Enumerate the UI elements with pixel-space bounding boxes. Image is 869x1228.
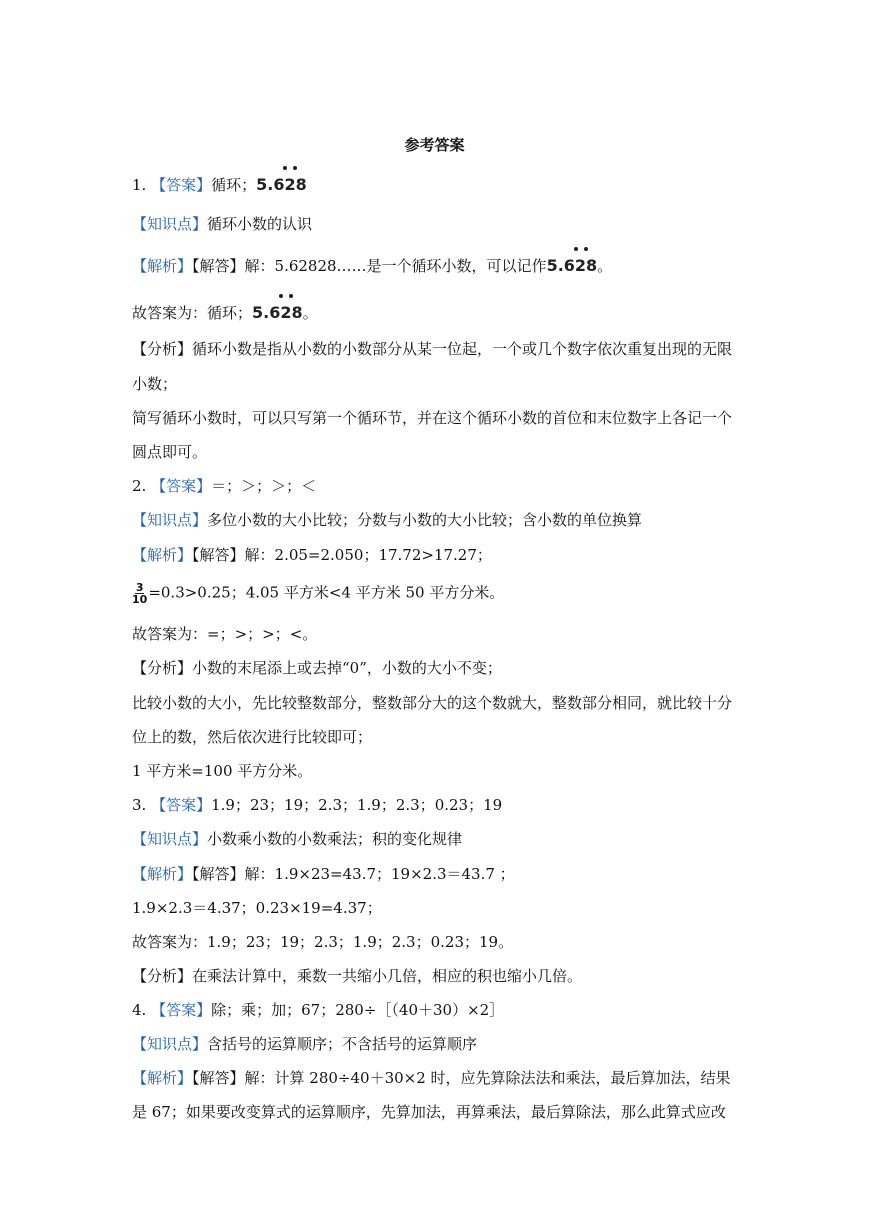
q1-answer-line [132,175,307,195]
q1-knowledge-line [132,214,312,234]
analysis-tag: 【解析】 [132,865,193,883]
question-number: 3. [132,796,147,814]
page-title: 参考答案 [404,136,465,154]
q2-knowledge-line: 【知识点】多位小数的大小比较；分数与小数的大小比较；含小数的单位换算 [132,511,643,529]
q2-fenxi-4: 1 平方米=100 平方分米。 [132,762,313,780]
q1-solution: 解：5.62828……是一个循环小数，可以记作 [244,257,547,275]
question-number: 1. [132,176,147,194]
q4-knowledge-line: 【知识点】含括号的运算顺序；不含括号的运算顺序 [132,1035,478,1053]
q2-solution-line: 【解析】【解答】解：2.05=2.050；17.72>17.27； [132,546,492,564]
q1-fenxi-3: 简写循环小数时，可以只写第一个循环节，并在这个循环小数的首位和末位数字上各记一个 [132,409,733,427]
q1-solution-line: 【解析】【解答】解：5.62828……是一个循环小数，可以记作 5.628。 [132,256,612,276]
q3-knowledge-line: 【知识点】小数乘小数的小数乘法；积的变化规律 [132,830,463,848]
fenxi-tag: 【分析】 [132,340,193,358]
knowledge-tag: 【知识点】 [132,830,208,848]
q1-fenxi-2: 小数； [132,375,178,393]
q4-answer-line: 4. 【答案】除；乘；加；67；280÷［（40＋30）×2］ [132,1001,505,1019]
q3-answer-line: 3. 【答案】1.9；23；19；2.3；1.9；2.3；0.23；19 [132,796,503,814]
answer-tag: 【答案】 [151,477,212,495]
q2-answer-line [132,476,316,496]
q3-fenxi-line: 【分析】在乘法计算中，乘数一共缩小几倍，相应的积也缩小几倍。 [132,967,583,985]
knowledge-tag: 【知识点】 [132,511,208,529]
q1-fenxi-line: 【分析】循环小数是指从小数的小数部分从某一位起，一个或几个数字依次重复出现的无限 [132,340,733,358]
q2-fenxi-3: 位上的数，然后依次进行比较即可； [132,728,373,746]
knowledge-tag: 【知识点】 [132,215,208,233]
knowledge-tag: 【知识点】 [132,1035,208,1053]
q3-final: 故答案为：1.9；23；19；2.3；1.9；2.3；0.23；19。 [132,933,514,951]
q2-answer: ＝；＞；＞；＜ [211,477,317,495]
solution-tag: 【解答】 [192,257,245,275]
analysis-tag: 【解析】 [132,546,193,564]
answer-tag: 【答案】 [151,796,212,814]
q2-fenxi-2: 比较小数的大小，先比较整数部分，整数部分大的这个数就大，整数部分相同，就比较十分 [132,694,733,712]
q1-final-line: 故答案为：循环； 5.628。 [132,303,318,323]
q1-fenxi-4: 圆点即可。 [132,443,208,461]
fraction: $\frac{3}{10}$ [132,581,148,606]
repeating-decimal: 5.628 [547,256,598,276]
q1-final: 故答案为：循环； [132,304,253,322]
q1-answer: 循环； [211,176,257,194]
answer-tag: 【答案】 [151,1001,212,1019]
repeating-decimal: 5.628 [256,175,307,195]
repeating-decimal: 5.628 [252,303,303,323]
question-number: 2. [132,477,147,495]
q1-knowledge: 循环小数的认识 [207,215,313,233]
q3-solution-2: 1.9×2.3＝4.37；0.23×19=4.37； [132,899,382,917]
q4-solution-2: 是 67；如果要改变算式的运算顺序，先算加法，再算乘法，最后算除法，那么此算式应改 [132,1103,726,1121]
q3-solution-line: 【解析】【解答】解：1.9×23=43.7；19×2.3＝43.7 ； [132,865,515,883]
q2-solution-line-2: $\frac{3}{10}$ =0.3>0.25；4.05 平方米<4 平方米 50 平方分米。 [132,581,505,606]
q2-final: 故答案为：=；>；>；<。 [132,625,318,643]
q4-solution-line: 【解析】【解答】解：计算 280÷40＋30×2 时，应先算除法法和乘法，最后算加法，结果 [132,1069,731,1087]
analysis-tag: 【解析】 [132,1069,193,1087]
q2-fenxi-line: 【分析】小数的末尾添上或去掉“0”，小数的大小不变； [132,659,502,677]
repeating-dots [256,166,307,174]
analysis-tag: 【解析】 [132,257,193,275]
answer-tag: 【答案】 [151,176,212,194]
question-number: 4. [132,1001,147,1019]
